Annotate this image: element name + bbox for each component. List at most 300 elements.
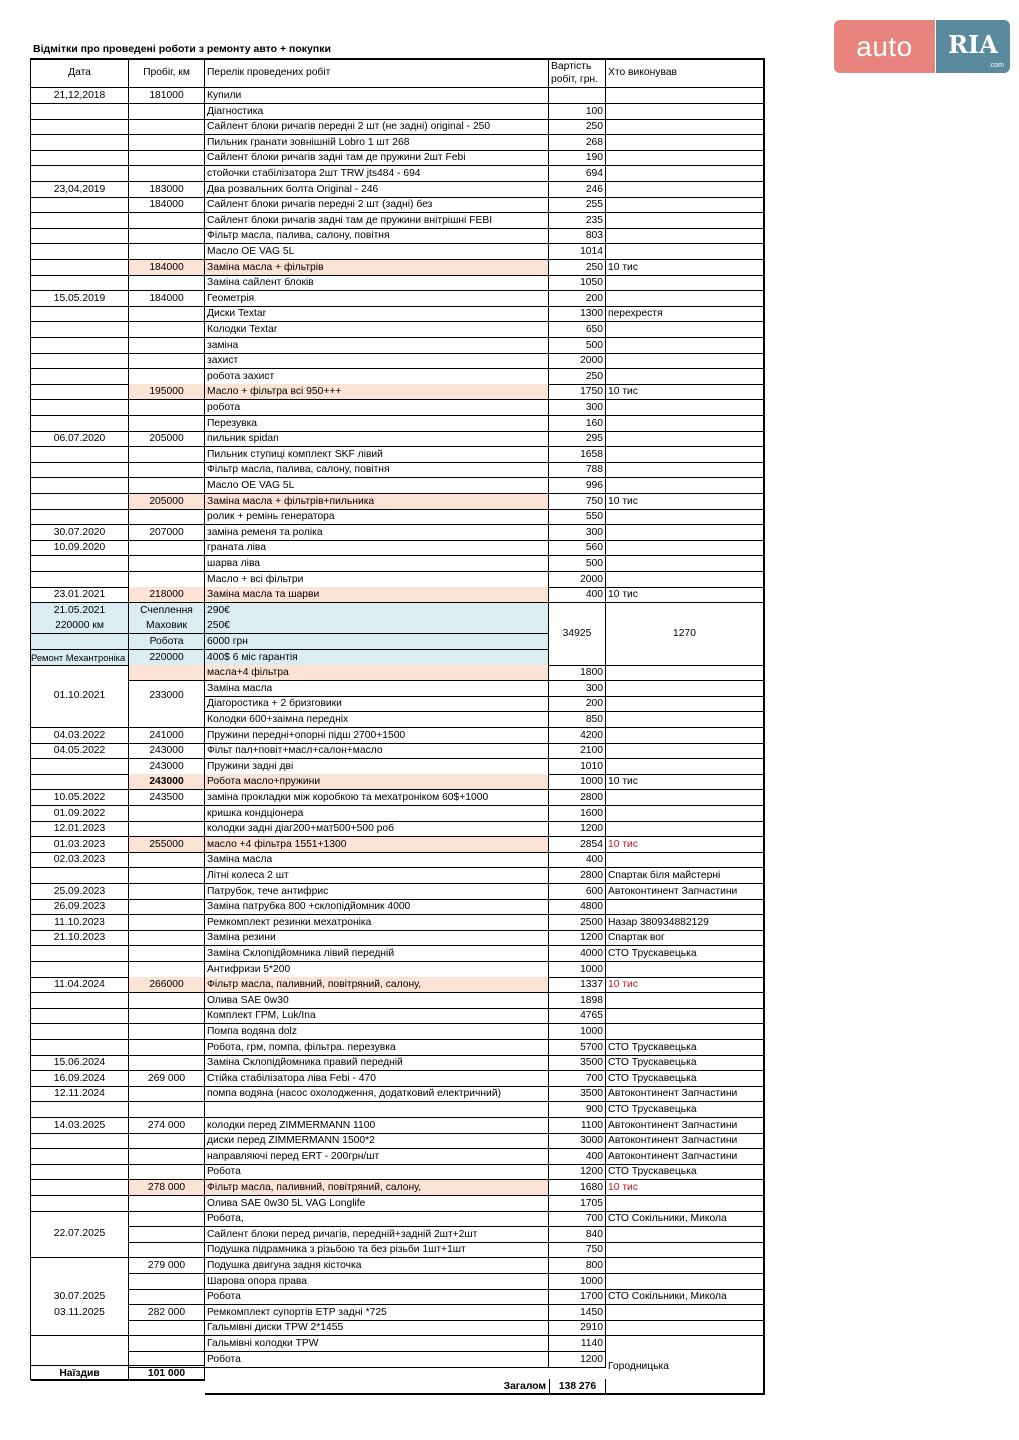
row-cost: 3000 <box>549 1133 606 1149</box>
row-mileage <box>129 1024 205 1040</box>
row-cost: 1300 <box>549 306 606 322</box>
row-work: Заміна патрубка 800 +склопідйомник 4000 <box>205 899 549 915</box>
row-performer: 10 тис <box>606 977 764 993</box>
row-work: ролик + ремінь генератора <box>205 509 549 525</box>
row-mileage <box>129 1133 205 1149</box>
row-cost: 1014 <box>549 244 606 260</box>
row-mileage <box>129 244 205 260</box>
row-work: Робота <box>205 1289 549 1305</box>
row-date: 04.05.2022 <box>31 743 129 759</box>
row-performer <box>606 696 764 712</box>
row-date <box>31 1164 129 1180</box>
row-performer <box>606 338 764 354</box>
row-work: Гальмівні диски TPW 2*1455 <box>205 1320 549 1336</box>
row-date <box>31 150 129 166</box>
row-performer: СТО Трускавецька <box>606 1055 764 1071</box>
row-mileage: 243000 <box>129 774 205 790</box>
row-performer <box>606 1242 764 1258</box>
row-work: 6000 грн <box>205 634 549 650</box>
row-date: 15.06.2024 <box>31 1055 129 1071</box>
row-work: Подушка двигуна задня кісточка <box>205 1258 549 1274</box>
row-work: Заміна масла + фільтрів+пильника <box>205 494 549 510</box>
row-mileage: 266000 <box>129 977 205 993</box>
row-performer <box>606 1196 764 1212</box>
row-work: Заміна Склопідйомника правий передній <box>205 1055 549 1071</box>
row-performer: СТО Сокільники, Микола <box>606 1289 764 1305</box>
row-cost: 2100 <box>549 743 606 759</box>
row-performer <box>606 790 764 806</box>
row-work: Масло OE VAG 5L <box>205 244 549 260</box>
row-work: Пильник гранати зовнішній Lobro 1 шт 268 <box>205 135 549 151</box>
row-work: направляючі перед ERT - 200грн/шт <box>205 1149 549 1165</box>
row-performer: 10 тис <box>606 587 764 603</box>
row-date <box>31 868 129 884</box>
row-performer <box>606 540 764 556</box>
row-date <box>31 1024 129 1040</box>
row-cost: 268 <box>549 135 606 151</box>
row-work: Заміна сайлент блоків <box>205 275 549 291</box>
row-date <box>31 244 129 260</box>
row-performer <box>606 821 764 837</box>
row-work: Стійка стабілізатора ліва Febi - 470 <box>205 1071 549 1087</box>
row-mileage: Маховик <box>129 618 205 634</box>
row-work: Шарова опора права <box>205 1274 549 1290</box>
row-performer: 10 тис <box>606 837 764 853</box>
row-cost: 235 <box>549 213 606 229</box>
row-performer <box>606 806 764 822</box>
logo-com-text: .com <box>988 62 1004 69</box>
row-performer <box>606 759 764 775</box>
row-mileage <box>129 899 205 915</box>
row-mileage <box>129 166 205 182</box>
row-work: Робота, <box>205 1211 549 1227</box>
row-cost: 840 <box>549 1227 606 1243</box>
row-date <box>31 993 129 1009</box>
merged-date-jul-2025-a: 22.07.2025 <box>53 1228 106 1240</box>
row-date: 23,04,2019 <box>31 182 129 198</box>
logo-ria-word: RIA <box>948 30 998 59</box>
row-mileage: 282 000 <box>129 1305 205 1321</box>
row-work: Антифризи 5*200 <box>205 962 549 978</box>
row-performer <box>606 1320 764 1336</box>
row-performer <box>606 525 764 541</box>
row-performer <box>606 1008 764 1024</box>
row-cost: 500 <box>549 338 606 354</box>
row-date: 12.01.2023 <box>31 821 129 837</box>
row-work: 250€ <box>205 618 549 634</box>
row-work: Масло + фільтра всі 950+++ <box>205 384 549 400</box>
table-border-bottom <box>205 1393 765 1395</box>
row-performer: Спартак вог <box>606 930 764 946</box>
row-date: 06.07.2020 <box>31 431 129 447</box>
row-date <box>31 1008 129 1024</box>
row-cost: 400 <box>549 852 606 868</box>
row-cost: 4000 <box>549 946 606 962</box>
row-mileage <box>129 1164 205 1180</box>
row-cost: 788 <box>549 462 606 478</box>
row-mileage: 184000 <box>129 291 205 307</box>
row-mileage <box>129 369 205 385</box>
row-performer <box>606 228 764 244</box>
row-work: Ремкомплект резинки мехатроніка <box>205 915 549 931</box>
row-cost: 2000 <box>549 572 606 588</box>
row-mileage: 241000 <box>129 728 205 744</box>
row-work <box>205 1102 549 1118</box>
row-work: Подушка підрамника з різьбою та без різьби 1шт+1шт <box>205 1242 549 1258</box>
row-cost: 5700 <box>549 1040 606 1056</box>
row-date: 220000 км <box>31 618 129 634</box>
row-work: Перезувка <box>205 416 549 432</box>
row-performer <box>606 1024 764 1040</box>
row-mileage: 184000 <box>129 260 205 276</box>
row-mileage <box>129 1274 205 1290</box>
row-cost: 250 <box>549 369 606 385</box>
row-date <box>31 135 129 151</box>
row-work: Помпа водяна dolz <box>205 1024 549 1040</box>
row-performer <box>606 88 764 104</box>
row-work: Масло OE VAG 5L <box>205 478 549 494</box>
row-work: масло +4 фільтра 1551+1300 <box>205 837 549 853</box>
row-date: 21,12,2018 <box>31 88 129 104</box>
row-work: Робота, грм, помпа, фільтра. перезувка <box>205 1040 549 1056</box>
row-cost: 1680 <box>549 1180 606 1196</box>
row-work: Робота <box>205 1352 549 1368</box>
grand-total-label: Загалом <box>503 1381 546 1392</box>
row-work: 290€ <box>205 603 549 619</box>
row-date: 15.05.2019 <box>31 291 129 307</box>
row-cost: 400 <box>549 1149 606 1165</box>
row-mileage <box>129 962 205 978</box>
row-work: Олива SAE 0w30 5L VAG Longlife <box>205 1196 549 1212</box>
row-date <box>31 119 129 135</box>
row-cost: 900 <box>549 1102 606 1118</box>
row-date <box>31 1180 129 1196</box>
row-date <box>31 1149 129 1165</box>
row-cost: 2910 <box>549 1320 606 1336</box>
row-performer <box>606 166 764 182</box>
row-date <box>31 634 129 650</box>
row-performer <box>606 681 764 697</box>
row-work: Фільтр масла, палива, салону, повітня <box>205 462 549 478</box>
row-date: Ремонт Механтроніка <box>31 650 129 666</box>
row-mileage <box>129 868 205 884</box>
row-performer <box>606 213 764 229</box>
header-works: Перелік проведених робіт <box>205 60 549 88</box>
row-mileage <box>129 1149 205 1165</box>
merged-date-oct-2021: 01.10.2021 <box>53 690 106 702</box>
row-performer <box>606 572 764 588</box>
row-date <box>31 1102 129 1118</box>
row-cost: 750 <box>549 1242 606 1258</box>
row-date <box>31 338 129 354</box>
row-performer <box>606 431 764 447</box>
row-cost: 800 <box>549 1258 606 1274</box>
row-mileage <box>129 1242 205 1258</box>
row-work: Заміна масла <box>205 681 549 697</box>
row-performer <box>606 244 764 260</box>
row-cost: 1337 <box>549 977 606 993</box>
row-performer: Автоконтинент Запчастини <box>606 1149 764 1165</box>
row-mileage <box>129 228 205 244</box>
row-mileage <box>129 1289 205 1305</box>
row-work: граната ліва <box>205 540 549 556</box>
row-cost: 100 <box>549 104 606 120</box>
row-mileage <box>129 119 205 135</box>
document-title: Відмітки про проведені роботи з ремонту авто + покупки <box>33 43 331 55</box>
row-performer <box>606 556 764 572</box>
row-performer: 10 тис <box>606 384 764 400</box>
row-cost: 1140 <box>549 1336 606 1352</box>
row-date <box>31 400 129 416</box>
row-mileage <box>129 1336 205 1352</box>
row-date <box>31 1336 129 1352</box>
row-date <box>31 1133 129 1149</box>
row-mileage <box>129 400 205 416</box>
merged-performer-nov-2025: Городницька <box>608 1361 670 1372</box>
row-mileage <box>129 556 205 572</box>
row-performer <box>606 712 764 728</box>
row-cost: 750 <box>549 494 606 510</box>
row-cost: 700 <box>549 1071 606 1087</box>
row-work: робота захист <box>205 369 549 385</box>
row-performer <box>606 182 764 198</box>
mechatronic-cost-merged: 34925 <box>549 603 606 666</box>
row-mileage <box>129 150 205 166</box>
row-date: 25.09.2023 <box>31 884 129 900</box>
row-cost: 700 <box>549 1211 606 1227</box>
row-mileage <box>129 1055 205 1071</box>
row-cost: 1100 <box>549 1118 606 1134</box>
row-cost: 550 <box>549 509 606 525</box>
row-mileage: 195000 <box>129 384 205 400</box>
row-mileage <box>129 306 205 322</box>
row-performer <box>606 416 764 432</box>
row-mileage: Робота <box>129 634 205 650</box>
row-cost: 2800 <box>549 868 606 884</box>
row-work: Фільтр масла, паливний, повітряний, салону, <box>205 1180 549 1196</box>
row-work: заміна прокладки між коробкою та мехатроніком 60$+1000 <box>205 790 549 806</box>
row-cost: 200 <box>549 291 606 307</box>
row-work: Робота <box>205 1164 549 1180</box>
row-cost: 200 <box>549 696 606 712</box>
row-cost: 2000 <box>549 353 606 369</box>
row-performer: Автоконтинент Запчастини <box>606 884 764 900</box>
row-date <box>31 275 129 291</box>
row-cost: 2500 <box>549 915 606 931</box>
row-work: захист <box>205 353 549 369</box>
row-date <box>31 260 129 276</box>
row-work: Сайлент блоки перед ричагів, передній+задній 2шт+2шт <box>205 1227 549 1243</box>
row-work: Діагоростика + 2 бризговики <box>205 696 549 712</box>
row-cost: 1200 <box>549 1352 606 1368</box>
row-mileage <box>129 1008 205 1024</box>
row-work: Сайлент блоки ричагів задні там де пружини внітрішні FEBI <box>205 213 549 229</box>
row-performer <box>606 852 764 868</box>
row-date: 26.09.2023 <box>31 899 129 915</box>
row-work: Сайлент блоки ричагів задні там де пружини 2шт Febi <box>205 150 549 166</box>
row-cost: 3500 <box>549 1086 606 1102</box>
row-mileage: 274 000 <box>129 1118 205 1134</box>
row-work: Гальмівні колодки TPW <box>205 1336 549 1352</box>
row-mileage: 243500 <box>129 790 205 806</box>
row-work: Пружини задні дві <box>205 759 549 775</box>
row-cost: 1658 <box>549 447 606 463</box>
row-mileage <box>129 1086 205 1102</box>
mechatronic-performer-merged: 1270 <box>606 603 764 666</box>
row-cost: 600 <box>549 884 606 900</box>
row-cost: 1000 <box>549 1024 606 1040</box>
row-cost: 160 <box>549 416 606 432</box>
row-mileage <box>129 1040 205 1056</box>
row-performer: СТО Трускавецька <box>606 1040 764 1056</box>
header-mileage: Пробіг, км <box>129 60 205 88</box>
row-work: Робота масло+пружини <box>205 774 549 790</box>
row-work: Патрубок, тече антифрис <box>205 884 549 900</box>
row-date: 21.10.2023 <box>31 930 129 946</box>
header-cost: Вартість робіт, грн. <box>549 60 606 88</box>
row-date <box>31 1196 129 1212</box>
row-date <box>31 774 129 790</box>
row-work: Літні колеса 2 шт <box>205 868 549 884</box>
row-performer <box>606 104 764 120</box>
row-date <box>31 416 129 432</box>
row-performer <box>606 322 764 338</box>
row-date: 02.03.2023 <box>31 852 129 868</box>
row-cost: 1450 <box>549 1305 606 1321</box>
row-performer: Автоконтинент Запчастини <box>606 1118 764 1134</box>
row-performer: СТО Трускавецька <box>606 946 764 962</box>
row-performer <box>606 899 764 915</box>
row-performer: СТО Сокільники, Микола <box>606 1211 764 1227</box>
row-cost: 500 <box>549 556 606 572</box>
row-work: колодки задні діаг200+мат500+500 роб <box>205 821 549 837</box>
row-performer <box>606 993 764 1009</box>
row-work: Ремкомплект супортів ETP задні *725 <box>205 1305 549 1321</box>
row-performer <box>606 400 764 416</box>
row-work: помпа водяна (насос охолодження, додатковий електричний) <box>205 1086 549 1102</box>
row-work: Олива SAE 0w30 <box>205 993 549 1009</box>
row-cost: 1000 <box>549 1274 606 1290</box>
row-work: Колодки Textar <box>205 322 549 338</box>
row-date <box>31 353 129 369</box>
row-date <box>31 946 129 962</box>
row-cost: 850 <box>549 712 606 728</box>
total-mileage-label: Наїздив <box>31 1365 129 1381</box>
row-cost: 250 <box>549 119 606 135</box>
row-cost: 400 <box>549 587 606 603</box>
row-mileage: 218000 <box>129 587 205 603</box>
row-date: 12.11.2024 <box>31 1086 129 1102</box>
row-performer <box>606 743 764 759</box>
row-date: 10.09.2020 <box>31 540 129 556</box>
row-mileage <box>129 416 205 432</box>
row-mileage <box>129 1320 205 1336</box>
row-mileage <box>129 1227 205 1243</box>
row-mileage: 255000 <box>129 837 205 853</box>
row-performer <box>606 728 764 744</box>
row-work: Два розвальних болта Original - 246 <box>205 182 549 198</box>
row-date <box>31 1040 129 1056</box>
row-performer <box>606 119 764 135</box>
row-date <box>31 556 129 572</box>
row-cost: 1000 <box>549 962 606 978</box>
row-cost: 246 <box>549 182 606 198</box>
row-performer: Назар 380934882129 <box>606 915 764 931</box>
row-work: заміна <box>205 338 549 354</box>
row-date: 23.01.2021 <box>31 587 129 603</box>
row-work: Диски Textar <box>205 306 549 322</box>
row-date: 10.05.2022 <box>31 790 129 806</box>
row-cost: 1898 <box>549 993 606 1009</box>
row-cost: 1750 <box>549 384 606 400</box>
row-mileage <box>129 806 205 822</box>
row-date <box>31 494 129 510</box>
row-work: 400$ 6 міс гарантія <box>205 650 549 666</box>
row-mileage: 184000 <box>129 197 205 213</box>
row-cost: 4765 <box>549 1008 606 1024</box>
row-date <box>31 166 129 182</box>
row-cost: 300 <box>549 400 606 416</box>
row-performer: СТО Трускавецька <box>606 1071 764 1087</box>
row-cost: 300 <box>549 681 606 697</box>
row-work: Заміна масла та шарви <box>205 587 549 603</box>
row-mileage <box>129 135 205 151</box>
row-work: Фільтр масла, паливний, повітряний, салону, <box>205 977 549 993</box>
row-work: пильник spidan <box>205 431 549 447</box>
row-date: 01.03.2023 <box>31 837 129 853</box>
row-mileage <box>129 930 205 946</box>
row-cost: 190 <box>549 150 606 166</box>
row-performer: СТО Трускавецька <box>606 1164 764 1180</box>
row-mileage <box>129 993 205 1009</box>
row-date <box>31 572 129 588</box>
row-cost: 250 <box>549 260 606 276</box>
row-performer <box>606 1227 764 1243</box>
row-date: 01.09.2022 <box>31 806 129 822</box>
row-cost: 1800 <box>549 665 606 681</box>
row-date: 04.03.2022 <box>31 728 129 744</box>
row-cost: 4200 <box>549 728 606 744</box>
row-cost: 803 <box>549 228 606 244</box>
merged-date-jul-2025-b: 30.07.2025 <box>53 1291 106 1302</box>
row-mileage: 207000 <box>129 525 205 541</box>
row-mileage <box>129 540 205 556</box>
row-date <box>31 462 129 478</box>
row-mileage <box>129 821 205 837</box>
row-cost: 560 <box>549 540 606 556</box>
row-cost: 1000 <box>549 774 606 790</box>
row-mileage: 205000 <box>129 431 205 447</box>
row-mileage: Счеплення <box>129 603 205 619</box>
header-date: Дата <box>31 60 129 88</box>
row-mileage <box>129 852 205 868</box>
row-performer: СТО Трускавецька <box>606 1102 764 1118</box>
row-date <box>31 322 129 338</box>
row-date <box>31 213 129 229</box>
row-work: Фільтр масла, палива, салону, повітня <box>205 228 549 244</box>
row-mileage <box>129 1102 205 1118</box>
row-performer <box>606 1258 764 1274</box>
row-mileage <box>129 275 205 291</box>
row-cost: 1700 <box>549 1289 606 1305</box>
row-cost: 1200 <box>549 1164 606 1180</box>
total-mileage-value: 101 000 <box>129 1365 205 1381</box>
row-work: Пружини передні+опорні підш 2700+1500 <box>205 728 549 744</box>
row-mileage: 205000 <box>129 494 205 510</box>
grand-total-value: 138 276 <box>549 1379 606 1395</box>
row-mileage <box>129 1196 205 1212</box>
row-date <box>31 369 129 385</box>
